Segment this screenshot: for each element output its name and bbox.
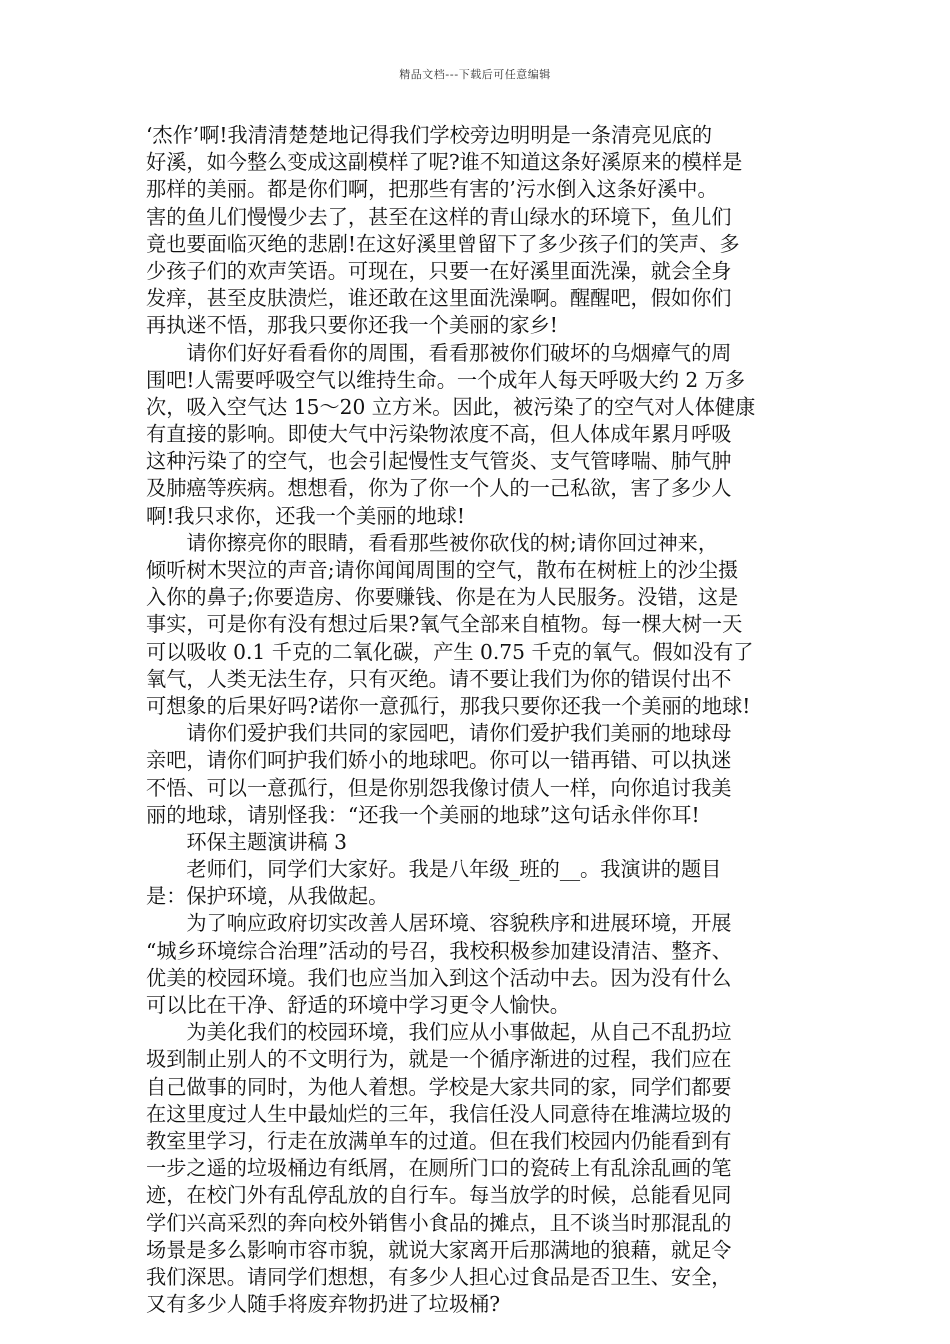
text-line: 圾到制止别人的不文明行为，就是一个循序渐进的过程，我们应在 <box>146 1047 732 1072</box>
text-line: 害的鱼儿们慢慢少去了，甚至在这样的青山绿水的环境下，鱼儿们 <box>146 204 732 229</box>
text-line: 老师们，同学们大家好。我是八年级_班的__。我演讲的题目 <box>146 857 722 882</box>
text-line: 可想象的后果好吗?诺你一意孤行，那我只要你还我一个美丽的地球! <box>146 693 751 718</box>
text-line: 请你擦亮你的眼睛，看看那些被你砍伐的树;请你回过神来， <box>146 530 719 555</box>
text-line: 优美的校园环境。我们也应当加入到这个活动中去。因为没有什么 <box>146 965 732 990</box>
text-line: 竟也要面临灭绝的悲剧!在这好溪里曾留下了多少孩子们的笑声、多 <box>146 231 740 256</box>
text-line: 那样的美丽。都是你们啊，把那些有害的’污水倒入这条好溪中。 <box>146 177 718 202</box>
text-line: 再执迷不悟，那我只要你还我一个美丽的家乡! <box>146 313 558 338</box>
document-body <box>146 122 812 1318</box>
text-line: 好溪，如今整么变成这副模样了呢?谁不知道这条好溪原来的模样是 <box>146 150 743 175</box>
page-header: 精品文档---下载后可任意编辑 <box>399 68 551 81</box>
text-line: 是：保护环境，从我做起。 <box>146 884 389 909</box>
text-line: 在这里度过人生中最灿烂的三年，我信任没人同意待在堆满垃圾的 <box>146 1101 732 1126</box>
text-line: 迹，在校门外有乱停乱放的自行车。每当放学的时候，总能看见同 <box>146 1183 732 1208</box>
text-line: 为美化我们的校园环境，我们应从小事做起，从自己不乱扔垃 <box>146 1020 732 1045</box>
text-line: 自己做事的同时，为他人着想。学校是大家共同的家，同学们都要 <box>146 1074 732 1099</box>
text-line: 发痒，甚至皮肤溃烂，谁还敢在这里面洗澡啊。醒醒吧，假如你们 <box>146 286 732 311</box>
text-line: 倾听树木哭泣的声音;请你闻闻周围的空气，散布在树桩上的沙尘摄 <box>146 558 739 582</box>
text-line: 一步之遥的垃圾桶边有纸屑，在厕所门口的瓷砖上有乱涂乱画的笔 <box>146 1156 732 1181</box>
text-line: 可以吸收 0.1 千克的二氧化碳，产生 0.75 千克的氧气。假如没有了 <box>146 639 754 664</box>
text-line: 我们深思。请同学们想想，有多少人担心过食品是否卫生、安全， <box>146 1264 732 1289</box>
text-line: 可以比在干净、舒适的环境中学习更令人愉快。 <box>146 993 570 1017</box>
text-line: 请你们好好看看你的周围，看看那被你们破坏的乌烟瘴气的周 <box>146 340 732 365</box>
text-line: 事实，可是你有没有想过后果?氧气全部来自植物。每一棵大树一天 <box>146 612 743 637</box>
text-line: 氧气，人类无法生存，只有灭绝。请不要让我们为你的错误付出不 <box>146 666 732 691</box>
text-line: 请你们爱护我们共同的家园吧，请你们爱护我们美丽的地球母 <box>146 721 732 746</box>
section-heading: 环保主题演讲稿 3 <box>146 829 347 854</box>
text-line: 为了响应政府切实改善人居环境、容貌秩序和进展环境，开展 <box>146 911 732 936</box>
text-line: 少孩子们的欢声笑语。可现在，只要一在好溪里面洗澡，就会全身 <box>146 258 732 283</box>
text-line: 这种污染了的空气，也会引起慢性支气管炎、支气管哮喘、肺气肿 <box>146 449 732 474</box>
text-line: 次，吸入空气达 15～20 立方米。因此，被污染了的空气对人体健康 <box>146 394 756 419</box>
text-line: 不悟、可以一意孤行，但是你别怨我像讨债人一样，向你追讨我美 <box>146 775 732 800</box>
text-line: 丽的地球，请别怪我：“还我一个美丽的地球”这句话永伴你耳! <box>146 802 700 827</box>
text-line: 亲吧，请你们呵护我们娇小的地球吧。你可以一错再错、可以执迷 <box>146 748 732 773</box>
text-line: 及肺癌等疾病。想想看，你为了你一个人的一己私欲，害了多少人 <box>146 476 732 501</box>
text-line: “城乡环境综合治理”活动的号召，我校积极参加建设清洁、整齐、 <box>146 938 732 963</box>
text-line: 又有多少人随手将废弃物扔进了垃圾桶? <box>146 1292 501 1317</box>
text-line: 场景是多么影响市容市貌，就说大家离开后那满地的狼藉，就足令 <box>146 1237 732 1262</box>
text-line: 入你的鼻子;你要造房、你要赚钱、你是在为人民服务。没错，这是 <box>146 585 739 610</box>
text-line: 围吧!人需要呼吸空气以维持生命。一个成年人每天呼吸大约 2 万多 <box>146 367 746 392</box>
text-line: 学们兴高采烈的奔向校外销售小食品的摊点，且不谈当时那混乱的 <box>146 1210 732 1235</box>
text-line: 教室里学习，行走在放满单车的过道。但在我们校园内仍能看到有 <box>146 1128 732 1153</box>
text-line: ‘杰作’啊!我清清楚楚地记得我们学校旁边明明是一条清亮见底的 <box>146 123 713 147</box>
text-line: 啊!我只求你，还我一个美丽的地球! <box>146 503 466 528</box>
text-line: 有直接的影响。即使大气中污染物浓度不高，但人体成年累月呼吸 <box>146 422 732 447</box>
